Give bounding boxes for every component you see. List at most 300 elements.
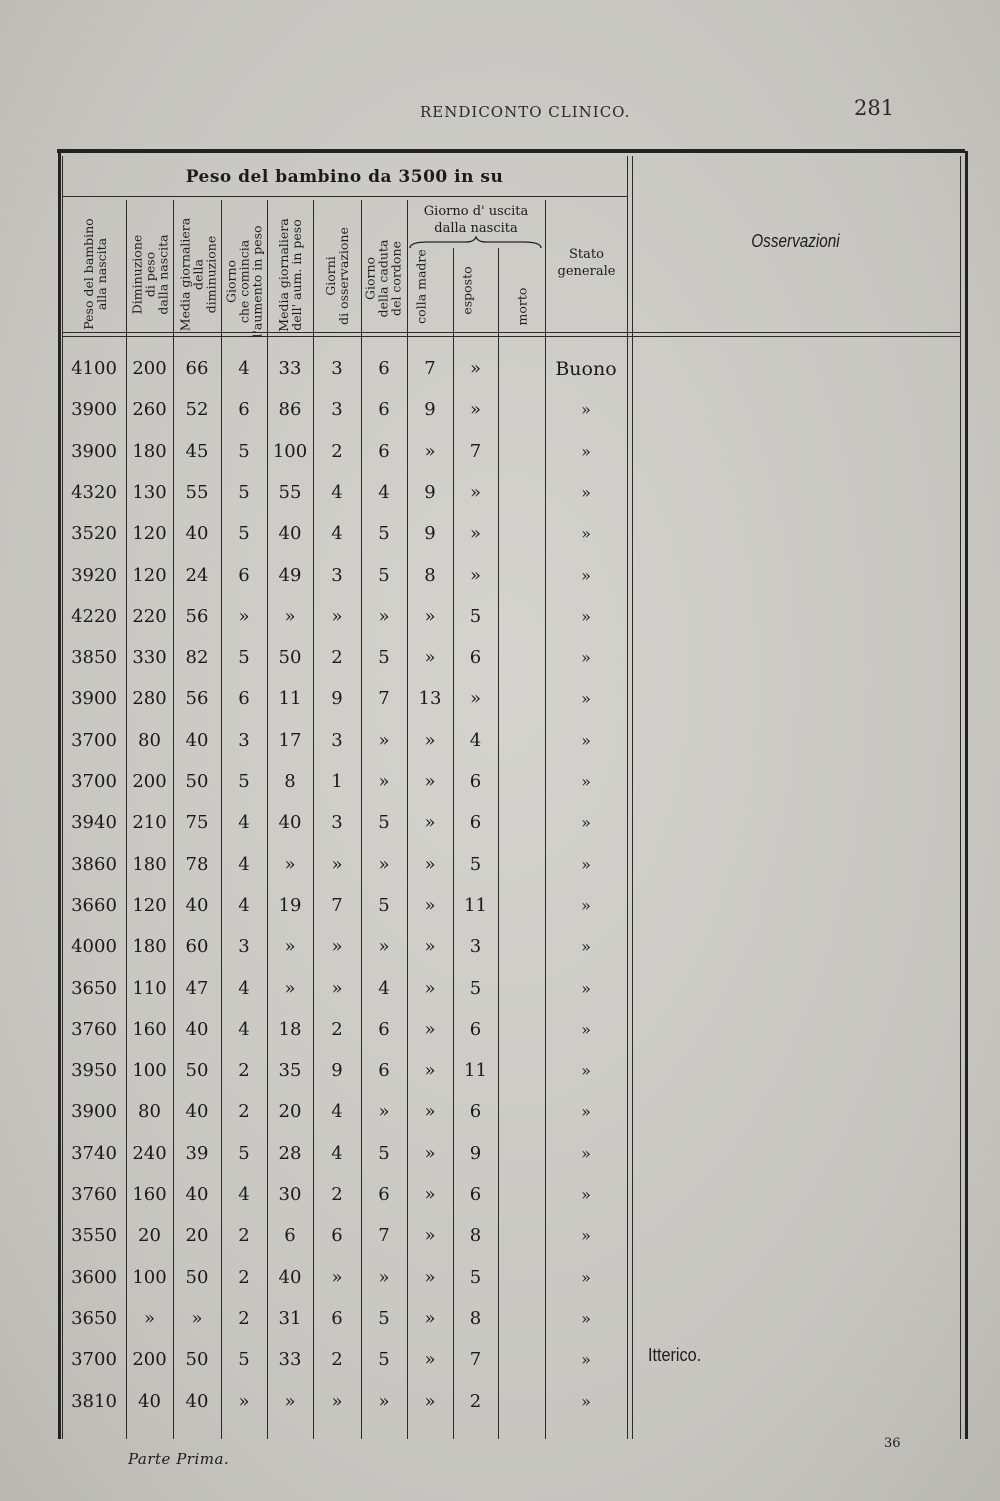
giorno-aumento-cell: 4 <box>238 853 250 875</box>
esposto-cell: » <box>469 358 481 379</box>
caduta-cordone-cell: » <box>378 729 390 751</box>
diminuzione-cell: 20 <box>138 1225 161 1247</box>
caduta-cordone-cell: » <box>378 1390 390 1412</box>
colla-madre-cell: » <box>424 605 436 627</box>
diminuzione-cell: 220 <box>132 605 167 627</box>
media-dim-cell: 40 <box>185 1018 209 1040</box>
media-aum-cell: 11 <box>278 688 302 710</box>
giorno-aumento-cell: 5 <box>238 481 250 503</box>
colla-madre-cell: » <box>424 812 436 834</box>
media-aum-cell: 6 <box>284 1225 296 1247</box>
giorno-aumento-cell: 3 <box>238 729 250 751</box>
peso-cell: 4100 <box>71 358 117 379</box>
giorni-oss-cell: 2 <box>331 1184 343 1205</box>
table-row <box>62 721 632 761</box>
morto-cell <box>498 969 545 1009</box>
colla-madre-cell: » <box>424 936 436 958</box>
colla-madre-cell: 13 <box>418 688 442 710</box>
diminuzione-cell: 260 <box>132 399 167 421</box>
media-dim-cell: 50 <box>185 771 209 792</box>
peso-cell: 3810 <box>71 1390 117 1412</box>
diminuzione-cell: 180 <box>132 853 167 875</box>
column-group-header: Giorno d' uscita dalla nascita <box>423 204 529 236</box>
colla-madre-cell: » <box>424 1018 436 1040</box>
morto-cell <box>498 432 545 472</box>
esposto-cell: » <box>469 564 481 586</box>
morto-cell <box>498 1258 545 1298</box>
column-header: esposto <box>459 266 475 315</box>
esposto-cell: 8 <box>469 1225 482 1247</box>
morto-cell <box>498 597 545 637</box>
diminuzione-cell: 180 <box>132 936 167 958</box>
morto-cell <box>498 1216 545 1256</box>
giorno-aumento-cell: 4 <box>238 1184 250 1205</box>
table-row <box>62 1092 632 1132</box>
diminuzione-cell: 110 <box>132 977 167 999</box>
diminuzione-cell: 80 <box>138 1101 161 1123</box>
morto-cell <box>498 1010 545 1050</box>
colla-madre-cell: 9 <box>424 399 436 421</box>
stato-cell: » <box>581 1019 591 1039</box>
esposto-cell: 6 <box>469 1184 482 1205</box>
colla-madre-cell: » <box>424 1142 436 1164</box>
table-row <box>62 1258 632 1298</box>
diminuzione-cell: 100 <box>132 1266 167 1288</box>
colla-madre-cell: » <box>424 729 436 751</box>
peso-cell: 3650 <box>71 977 117 999</box>
diminuzione-cell: 120 <box>132 523 167 545</box>
table-top-rule <box>57 149 965 153</box>
giorni-oss-cell: 9 <box>331 1060 343 1082</box>
peso-cell: 3600 <box>71 1266 117 1288</box>
morto-cell <box>498 803 545 843</box>
stato-cell: » <box>581 524 591 544</box>
caduta-cordone-cell: 7 <box>378 688 390 710</box>
media-dim-cell: 40 <box>185 729 209 751</box>
giorno-aumento-cell: 5 <box>238 1142 250 1164</box>
diminuzione-cell: 200 <box>132 1349 167 1371</box>
caduta-cordone-cell: 7 <box>378 1225 390 1247</box>
media-dim-cell: 55 <box>185 481 209 503</box>
media-aum-cell: » <box>284 977 296 999</box>
stato-cell: » <box>581 978 591 998</box>
media-dim-cell: 20 <box>185 1225 209 1247</box>
group-title-rule <box>62 196 627 197</box>
giorni-oss-cell: 9 <box>331 688 343 710</box>
media-aum-cell: 50 <box>278 647 302 669</box>
media-aum-cell: » <box>284 605 296 627</box>
giorni-oss-cell: 6 <box>331 1307 343 1329</box>
stato-cell: » <box>581 1102 591 1122</box>
stato-cell: » <box>581 1226 591 1246</box>
table-row <box>62 1299 632 1339</box>
morto-cell <box>498 1051 545 1091</box>
media-dim-cell: 50 <box>185 1349 209 1371</box>
stato-cell: » <box>581 1061 591 1081</box>
caduta-cordone-cell: 5 <box>378 1349 390 1371</box>
media-dim-cell: 40 <box>185 894 209 916</box>
caduta-cordone-cell: 6 <box>378 1018 390 1040</box>
table-row <box>62 1010 632 1050</box>
media-dim-cell: 75 <box>185 812 209 834</box>
giorno-aumento-cell: 6 <box>238 399 250 421</box>
diminuzione-cell: 200 <box>132 771 167 792</box>
peso-cell: 3700 <box>71 1349 117 1371</box>
caduta-cordone-cell: 5 <box>378 1307 390 1329</box>
peso-cell: 3760 <box>71 1018 117 1040</box>
colla-madre-cell: » <box>424 1266 436 1288</box>
morto-cell <box>498 762 545 802</box>
giorni-oss-cell: 6 <box>331 1225 343 1247</box>
diminuzione-cell: 180 <box>132 440 167 462</box>
media-aum-cell: 35 <box>278 1060 302 1082</box>
stato-cell: » <box>581 648 591 668</box>
esposto-cell: 9 <box>469 1142 482 1164</box>
giorno-aumento-cell: 5 <box>238 771 250 792</box>
giorni-oss-cell: 2 <box>331 647 343 669</box>
caduta-cordone-cell: » <box>378 853 390 875</box>
colla-madre-cell: » <box>424 894 436 916</box>
morto-cell <box>498 927 545 967</box>
giorni-oss-cell: » <box>331 605 343 627</box>
table-row <box>62 845 632 885</box>
morto-cell <box>498 349 545 389</box>
caduta-cordone-cell: 6 <box>378 399 390 421</box>
stato-cell: » <box>581 689 591 709</box>
esposto-cell: 7 <box>469 1349 482 1371</box>
stato-cell: » <box>581 1143 591 1163</box>
esposto-cell: 6 <box>469 812 482 834</box>
stato-cell: » <box>581 441 591 461</box>
page-number: 281 <box>854 96 895 120</box>
esposto-cell: » <box>469 523 481 545</box>
esposto-cell: 8 <box>469 1307 482 1329</box>
colla-madre-cell: 9 <box>424 523 436 545</box>
media-aum-cell: 28 <box>278 1142 302 1164</box>
media-aum-cell: 33 <box>278 1349 302 1371</box>
morto-cell <box>498 473 545 513</box>
stato-cell: » <box>581 1350 591 1370</box>
peso-cell: 3650 <box>71 1307 117 1329</box>
stato-cell: » <box>581 1391 591 1411</box>
esposto-cell: 6 <box>469 1101 482 1123</box>
media-dim-cell: 52 <box>185 399 209 421</box>
peso-cell: 4320 <box>71 481 117 503</box>
morto-cell <box>498 679 545 719</box>
peso-cell: 3900 <box>71 399 117 421</box>
column-header: morto <box>514 287 530 326</box>
media-aum-cell: 55 <box>278 481 302 503</box>
peso-cell: 3950 <box>71 1060 117 1082</box>
footer-section-label: Parte Prima. <box>128 1450 230 1468</box>
esposto-cell: » <box>469 481 481 503</box>
table-row <box>62 349 632 389</box>
giorno-aumento-cell: 6 <box>238 564 250 586</box>
media-dim-cell: » <box>191 1307 203 1329</box>
morto-cell <box>498 1092 545 1132</box>
giorno-aumento-cell: 5 <box>238 647 250 669</box>
esposto-cell: 4 <box>469 729 482 751</box>
colla-madre-cell: » <box>424 1184 436 1205</box>
media-aum-cell: 33 <box>278 358 302 379</box>
media-aum-cell: 86 <box>278 399 302 421</box>
table-row <box>62 1175 632 1215</box>
giorni-oss-cell: » <box>331 1390 343 1412</box>
giorni-oss-cell: 3 <box>331 812 343 834</box>
media-aum-cell: » <box>284 936 296 958</box>
giorno-aumento-cell: 4 <box>238 358 250 379</box>
diminuzione-cell: 210 <box>132 812 167 834</box>
stato-cell: » <box>581 854 591 874</box>
giorno-aumento-cell: » <box>238 1390 250 1412</box>
media-aum-cell: 20 <box>278 1101 302 1123</box>
table-row <box>62 969 632 1009</box>
column-rule <box>632 156 633 1439</box>
morto-cell <box>498 1175 545 1215</box>
peso-cell: 3900 <box>71 688 117 710</box>
colla-madre-cell: » <box>424 1349 436 1371</box>
giorni-oss-cell: 4 <box>331 481 343 503</box>
signature-mark: 36 <box>884 1436 901 1451</box>
colla-madre-cell: » <box>424 440 436 462</box>
table-row <box>62 1340 632 1380</box>
giorno-aumento-cell: 4 <box>238 812 250 834</box>
esposto-cell: 11 <box>464 894 487 916</box>
media-aum-cell: 49 <box>278 564 302 586</box>
esposto-cell: 2 <box>469 1390 482 1412</box>
giorni-oss-cell: 3 <box>331 729 343 751</box>
colla-madre-cell: » <box>424 1225 436 1247</box>
giorni-oss-cell: 2 <box>331 1018 343 1040</box>
stato-cell: » <box>581 606 591 626</box>
caduta-cordone-cell: 5 <box>378 812 390 834</box>
colla-madre-cell: » <box>424 1307 436 1329</box>
esposto-cell: 3 <box>469 936 482 958</box>
giorni-oss-cell: 1 <box>331 771 343 792</box>
esposto-cell: » <box>469 399 481 421</box>
giorni-oss-cell: » <box>331 853 343 875</box>
media-dim-cell: 78 <box>185 853 209 875</box>
giorno-aumento-cell: 5 <box>238 1349 250 1371</box>
stato-cell: » <box>581 730 591 750</box>
diminuzione-cell: 280 <box>132 688 167 710</box>
esposto-cell: 6 <box>469 1018 482 1040</box>
giorni-oss-cell: » <box>331 977 343 999</box>
colla-madre-cell: » <box>424 1390 436 1412</box>
stato-cell: » <box>581 482 591 502</box>
diminuzione-cell: 40 <box>138 1390 161 1412</box>
table-row <box>62 514 632 554</box>
caduta-cordone-cell: » <box>378 1101 390 1123</box>
table-row <box>62 679 632 719</box>
esposto-cell: 6 <box>469 771 482 792</box>
giorni-oss-cell: 7 <box>331 894 343 916</box>
table-row <box>62 597 632 637</box>
morto-cell <box>498 721 545 761</box>
peso-cell: 3860 <box>71 853 117 875</box>
column-header: Giorno della caduta del cordone <box>362 239 404 318</box>
caduta-cordone-cell: 5 <box>378 1142 390 1164</box>
column-header: Giorni di osservazione <box>323 227 351 325</box>
morto-cell <box>498 514 545 554</box>
giorno-aumento-cell: 4 <box>238 894 250 916</box>
giorno-aumento-cell: 4 <box>238 977 250 999</box>
media-aum-cell: » <box>284 1390 296 1412</box>
caduta-cordone-cell: 6 <box>378 358 390 379</box>
media-dim-cell: 45 <box>185 440 209 462</box>
colla-madre-cell: » <box>424 771 436 792</box>
column-header: Peso del bambino alla nascita <box>81 218 109 330</box>
morto-cell <box>498 845 545 885</box>
brace-icon <box>408 236 543 250</box>
table-row <box>62 473 632 513</box>
peso-cell: 3850 <box>71 647 117 669</box>
media-dim-cell: 40 <box>185 523 209 545</box>
peso-cell: 3940 <box>71 812 117 834</box>
stato-cell: » <box>581 937 591 957</box>
morto-cell <box>498 1382 545 1422</box>
caduta-cordone-cell: 6 <box>378 440 390 462</box>
stato-cell: » <box>581 1308 591 1328</box>
table-right-rule <box>965 151 968 1439</box>
caduta-cordone-cell: 6 <box>378 1060 390 1082</box>
media-dim-cell: 24 <box>185 564 209 586</box>
table-row <box>62 432 632 472</box>
giorno-aumento-cell: » <box>238 605 250 627</box>
giorni-oss-cell: » <box>331 1266 343 1288</box>
diminuzione-cell: 200 <box>132 358 167 379</box>
column-header: Diminuzione di peso dalla nascita <box>129 234 171 315</box>
giorno-aumento-cell: 4 <box>238 1018 250 1040</box>
esposto-cell: 5 <box>469 1266 482 1288</box>
peso-cell: 4220 <box>71 605 117 627</box>
esposto-cell: 7 <box>469 440 482 462</box>
caduta-cordone-cell: 5 <box>378 523 390 545</box>
caduta-cordone-cell: 4 <box>378 977 390 999</box>
table-row <box>62 556 632 596</box>
giorni-oss-cell: 2 <box>331 1349 343 1371</box>
peso-cell: 3740 <box>71 1142 117 1164</box>
media-aum-cell: 18 <box>278 1018 302 1040</box>
colla-madre-cell: 7 <box>424 358 436 379</box>
caduta-cordone-cell: » <box>378 936 390 958</box>
media-aum-cell: 40 <box>278 523 302 545</box>
table-row <box>62 390 632 430</box>
peso-cell: 3520 <box>71 523 117 545</box>
peso-cell: 3900 <box>71 440 117 462</box>
table-row <box>62 762 632 802</box>
media-aum-cell: 40 <box>278 812 302 834</box>
media-aum-cell: 17 <box>278 729 302 751</box>
media-dim-cell: 60 <box>185 936 209 958</box>
column-header: Stato generale <box>557 247 616 279</box>
running-head: RENDICONTO CLINICO. <box>420 103 631 121</box>
media-dim-cell: 50 <box>185 1060 209 1082</box>
table-left-rule <box>58 151 61 1439</box>
stato-cell: » <box>581 400 591 420</box>
media-aum-cell: 19 <box>278 894 302 916</box>
diminuzione-cell: 130 <box>132 481 167 503</box>
peso-cell: 3550 <box>71 1225 117 1247</box>
column-header: colla madre <box>413 249 429 324</box>
colla-madre-cell: » <box>424 977 436 999</box>
media-dim-cell: 40 <box>185 1390 209 1412</box>
table-row <box>62 1051 632 1091</box>
media-aum-cell: 31 <box>278 1307 302 1329</box>
media-dim-cell: 47 <box>185 977 209 999</box>
giorni-oss-cell: 3 <box>331 399 343 421</box>
colla-madre-cell: » <box>424 1101 436 1123</box>
stato-cell: » <box>581 1267 591 1287</box>
stato-cell: » <box>581 813 591 833</box>
stato-cell: » <box>581 772 591 791</box>
giorni-oss-cell: 3 <box>331 358 343 379</box>
peso-cell: 3900 <box>71 1101 117 1123</box>
media-dim-cell: 82 <box>185 647 209 669</box>
morto-cell <box>498 886 545 926</box>
giorni-oss-cell: 3 <box>331 564 343 586</box>
esposto-cell: 5 <box>469 605 482 627</box>
giorno-aumento-cell: 2 <box>238 1225 250 1247</box>
giorni-oss-cell: 4 <box>331 1142 343 1164</box>
column-header: Media giornaliera della diminuzione <box>177 217 219 332</box>
caduta-cordone-cell: » <box>378 605 390 627</box>
colla-madre-cell: » <box>424 1060 436 1082</box>
esposto-cell: 5 <box>469 977 482 999</box>
table-row <box>62 803 632 843</box>
giorni-oss-cell: 4 <box>331 523 343 545</box>
giorno-aumento-cell: 2 <box>238 1307 250 1329</box>
media-aum-cell: 40 <box>278 1266 302 1288</box>
diminuzione-cell: 160 <box>132 1184 167 1205</box>
peso-cell: 4000 <box>71 936 117 958</box>
caduta-cordone-cell: 5 <box>378 894 390 916</box>
caduta-cordone-cell: » <box>378 771 390 792</box>
group-title: Peso del bambino da 3500 in su <box>185 167 504 187</box>
diminuzione-cell: 330 <box>132 647 167 669</box>
giorno-aumento-cell: 5 <box>238 523 250 545</box>
caduta-cordone-cell: 4 <box>378 481 390 503</box>
media-aum-cell: 100 <box>272 440 308 462</box>
media-aum-cell: 30 <box>278 1184 302 1205</box>
morto-cell <box>498 638 545 678</box>
morto-cell <box>498 1340 545 1380</box>
stato-cell: Buono <box>555 358 617 380</box>
caduta-cordone-cell: 5 <box>378 564 390 586</box>
media-aum-cell: » <box>284 853 296 875</box>
colla-madre-cell: 8 <box>424 564 436 586</box>
diminuzione-cell: 100 <box>132 1060 167 1082</box>
table-row <box>62 927 632 967</box>
media-dim-cell: 40 <box>185 1184 209 1205</box>
morto-cell <box>498 1299 545 1339</box>
media-aum-cell: 8 <box>284 771 296 792</box>
observation-note: Itterico. <box>648 1345 702 1365</box>
table-row <box>62 1216 632 1256</box>
peso-cell: 3660 <box>71 894 117 916</box>
media-dim-cell: 66 <box>185 358 209 379</box>
media-dim-cell: 56 <box>185 605 209 627</box>
esposto-cell: 6 <box>469 647 482 669</box>
table-row <box>62 1134 632 1174</box>
diminuzione-cell: 160 <box>132 1018 167 1040</box>
media-dim-cell: 40 <box>185 1101 209 1123</box>
giorni-oss-cell: » <box>331 936 343 958</box>
media-dim-cell: 39 <box>185 1142 209 1164</box>
stato-cell: » <box>581 1185 591 1204</box>
caduta-cordone-cell: 6 <box>378 1184 390 1205</box>
media-dim-cell: 50 <box>185 1266 209 1288</box>
